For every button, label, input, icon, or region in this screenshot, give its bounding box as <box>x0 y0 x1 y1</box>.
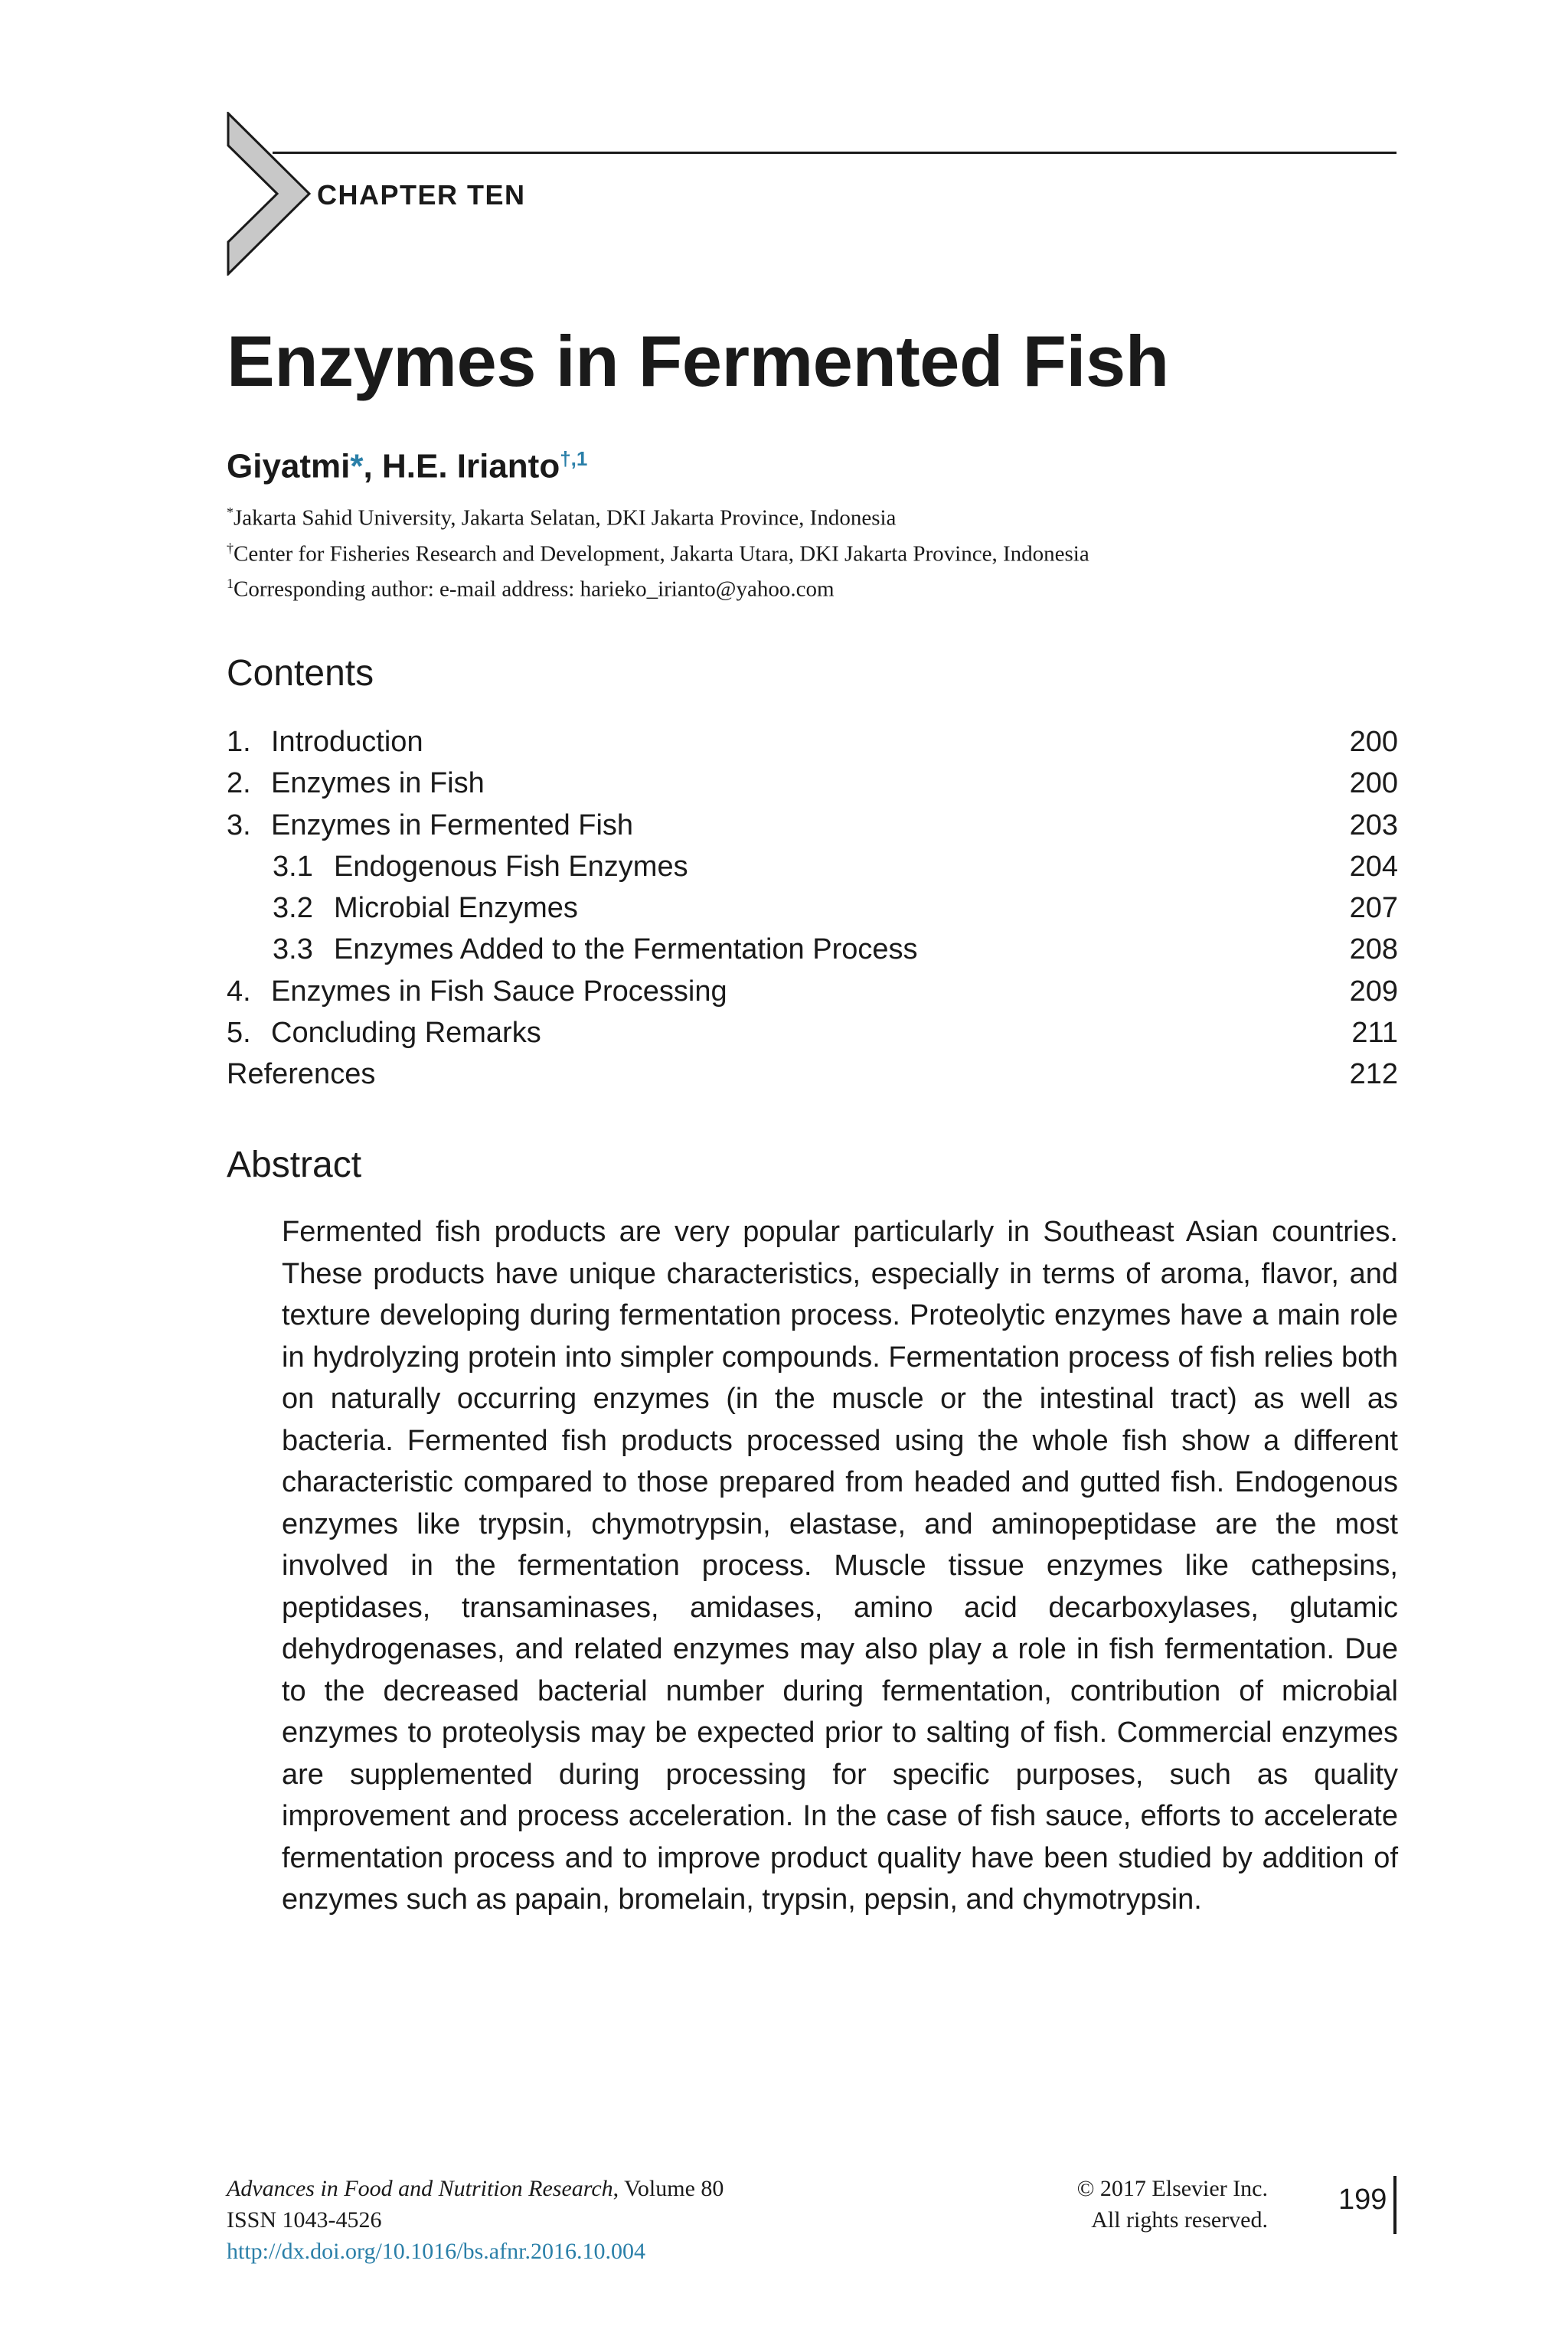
author-list <box>227 447 587 486</box>
rights-text: All rights reserved. <box>1091 2207 1268 2233</box>
toc-page: 211 <box>1351 1017 1398 1050</box>
toc-page: 200 <box>1349 726 1398 758</box>
toc-entry[interactable] <box>227 1012 1398 1054</box>
toc-title: Enzymes in Fish Sauce Processing <box>271 975 727 1008</box>
page-number-bar <box>1393 2176 1396 2234</box>
toc-title: Enzymes in Fish <box>271 767 485 800</box>
doi-link[interactable]: http://dx.doi.org/10.1016/bs.afnr.2016.10.004 <box>227 2239 645 2264</box>
toc-number: 4. <box>227 975 251 1008</box>
toc-title: Introduction <box>271 726 423 758</box>
abstract-text: Fermented fish products are very popular particularly in Southeast Asian countries. These products have unique characteristics, especially in terms of aroma, flavor, and texture developing during fermentation process. Proteolytic enzymes have a main role in hydrolyzing protein into simpler compounds. Fermentation process of fish relies both on naturally occurring enzymes (in the muscle or the intestinal tract) as well as bacteria. Fermented fish products processed using the whole fish show a different characteristic compared to those prepared from headed and gutted fish. Endogenous enzymes like trypsin, chymotrypsin, elastase, and aminopeptidase are the most involved in the fermentation process. Muscle tissue enzymes like cathepsins, peptidases, transaminases, amidases, amino acid decarboxylases, glutamic dehydrogenases, and related enzymes may also play a role in fish fermentation. Due to the decreased bacterial number during fermentation, contribution of microbial enzymes to proteolysis may be expected prior to salting of fish. Commercial enzymes are supplemented during processing for specific purposes, such as quality improvement and process acceleration. In the case of fish sauce, efforts to accelerate fermentation process and to improve product quality have been studied by addition of enzymes such as papain, bromelain, trypsin, pepsin, and chymotrypsin. <box>282 1216 1398 1916</box>
chapter-header <box>227 112 1398 276</box>
toc-entry[interactable] <box>227 805 1398 846</box>
journal-volume: , Volume 80 <box>612 2176 724 2201</box>
toc-title: Concluding Remarks <box>271 1017 541 1050</box>
toc-page: 209 <box>1349 975 1398 1008</box>
affiliation-text: Corresponding author: e-mail address: harieko_irianto@yahoo.com <box>234 577 835 602</box>
table-of-contents <box>227 721 1398 1096</box>
author-name: Giyatmi <box>227 447 351 485</box>
toc-entry-references[interactable] <box>227 1054 1398 1095</box>
toc-title: Microbial Enzymes <box>334 892 578 925</box>
affiliations <box>227 498 1089 605</box>
toc-subentry[interactable] <box>227 887 1398 929</box>
affiliation-line <box>227 498 1089 534</box>
toc-entry[interactable] <box>227 721 1398 763</box>
affiliation-mark: * <box>350 447 364 485</box>
author-name: H.E. Irianto <box>381 447 560 485</box>
toc-page: 204 <box>1349 850 1398 883</box>
footer-copyright <box>1003 2173 1268 2236</box>
affiliation-text: Jakarta Sahid University, Jakarta Selatan, DKI Jakarta Province, Indonesia <box>234 505 897 531</box>
toc-number: 3. <box>227 808 251 841</box>
paper-title: Enzymes in Fermented Fish <box>227 321 1169 401</box>
toc-number: 1. <box>227 726 251 758</box>
copyright-text: © 2017 Elsevier Inc. <box>1076 2176 1268 2201</box>
page-number: 199 <box>1338 2184 1387 2216</box>
affiliation-mark: 1 <box>227 576 234 592</box>
journal-name: Advances in Food and Nutrition Research <box>227 2176 613 2201</box>
author-separator: , <box>363 447 382 485</box>
toc-page: 208 <box>1349 933 1398 966</box>
toc-page: 207 <box>1349 892 1398 925</box>
toc-page: 203 <box>1349 808 1398 841</box>
toc-number: 3.3 <box>273 933 313 966</box>
affiliation-mark: * <box>227 505 234 520</box>
toc-entry[interactable] <box>227 971 1398 1012</box>
toc-subentry[interactable] <box>227 929 1398 970</box>
affiliation-line <box>227 569 1089 605</box>
toc-title: References <box>227 1058 376 1091</box>
toc-title: Endogenous Fish Enzymes <box>334 850 688 883</box>
toc-number: 2. <box>227 767 251 800</box>
chapter-arrow-icon <box>227 112 311 276</box>
chapter-rule <box>273 152 1396 154</box>
issn: ISSN 1043-4526 <box>227 2207 382 2233</box>
abstract-heading: Abstract <box>227 1145 362 1185</box>
toc-title: Enzymes in Fermented Fish <box>271 808 634 841</box>
affiliation-text: Center for Fisheries Research and Development, Jakarta Utara, DKI Jakarta Province, Indonesia <box>234 541 1089 567</box>
toc-page: 200 <box>1349 767 1398 800</box>
toc-number: 3.1 <box>273 850 313 883</box>
contents-heading: Contents <box>227 653 374 694</box>
toc-entry[interactable] <box>227 763 1398 804</box>
affiliation-line <box>227 534 1089 570</box>
toc-number: 5. <box>227 1017 251 1050</box>
toc-title: Enzymes Added to the Fermentation Process <box>334 933 918 966</box>
chapter-label: CHAPTER TEN <box>317 179 526 211</box>
affiliation-mark: † <box>227 540 234 556</box>
toc-page: 212 <box>1349 1058 1398 1091</box>
journal-line <box>227 2173 724 2204</box>
affiliation-mark: †,1 <box>560 447 588 470</box>
toc-subentry[interactable] <box>227 846 1398 887</box>
toc-number: 3.2 <box>273 892 313 925</box>
footer-citation <box>227 2173 724 2267</box>
